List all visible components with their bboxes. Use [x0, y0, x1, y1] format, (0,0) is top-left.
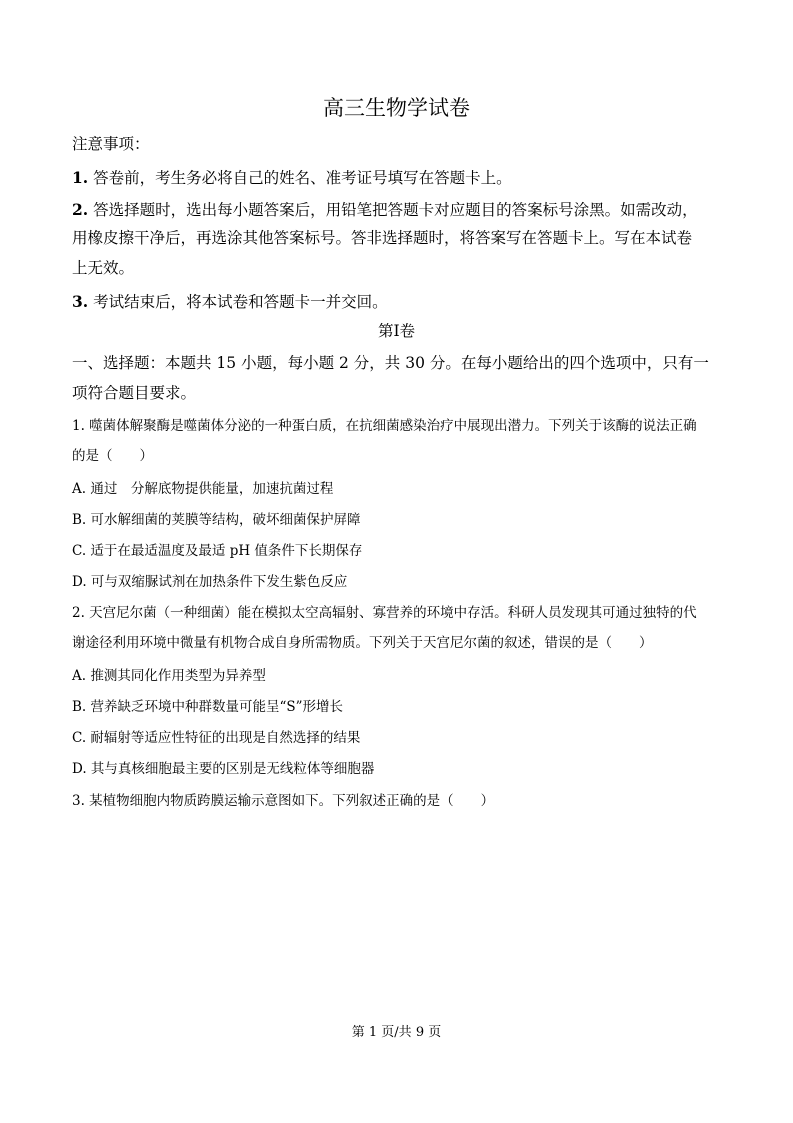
notice-heading: 注意事项：: [72, 135, 150, 153]
question-1-stem: 1. 噬菌体解聚酶是噬菌体分泌的一种蛋白质，在抗细菌感染治疗中展现出潜力。下列关于该酶的说法正确: [72, 418, 697, 434]
section-heading: 一、选择题：本题共 15 小题，每小题 2 分，共 30 分。在每小题给出的四个选项中，只有一: [72, 354, 709, 372]
notice-item-2-line-3: 上无效。: [72, 259, 135, 277]
page-title: 高三生物学试卷: [323, 96, 470, 120]
notice-item-number: 1.: [72, 168, 89, 187]
question-2-stem: 2. 天宫尼尔菌（一种细菌）能在模拟太空高辐射、寡营养的环境中存活。科研人员发现其可通过独特的代: [72, 605, 697, 621]
notice-item-number: 2.: [72, 200, 89, 219]
question-2-option-c: C. 耐辐射等适应性特征的出现是自然选择的结果: [72, 730, 361, 746]
question-1-option-b: B. 可水解细菌的荚膜等结构，破坏细菌保护屏障: [72, 512, 361, 528]
notice-item-text: 答选择题时，选出每小题答案后，用铅笔把答题卡对应题目的答案标号涂黑。如需改动，: [93, 201, 698, 219]
question-1-stem-line-2: 的是（ ）: [72, 448, 153, 464]
page-footer: 第 1 页/共 9 页: [351, 1025, 442, 1040]
notice-item-text: 考试结束后，将本试卷和答题卡一并交回。: [93, 293, 388, 311]
volume-heading: 第I卷: [377, 322, 416, 340]
question-2-option-d: D. 其与真核细胞最主要的区别是无线粒体等细胞器: [72, 761, 375, 777]
question-1-option-d: D. 可与双缩脲试剂在加热条件下发生紫色反应: [72, 574, 348, 590]
question-1-option-a: A. 通过 分解底物提供能量，加速抗菌过程: [72, 481, 334, 497]
question-3-stem: 3. 某植物细胞内物质跨膜运输示意图如下。下列叙述正确的是（ ）: [72, 793, 495, 809]
notice-item-3: [72, 294, 388, 311]
question-2-option-b: B. 营养缺乏环境中种群数量可能呈“S”形增长: [72, 699, 344, 715]
question-1-option-c: C. 适于在最适温度及最适 pH 值条件下长期保存: [72, 543, 363, 559]
notice-item-number: 3.: [72, 292, 89, 311]
notice-item-text: 答卷前，考生务必将自己的姓名、准考证号填写在答题卡上。: [93, 169, 512, 187]
question-2-option-a: A. 推测其同化作用类型为异养型: [72, 668, 266, 684]
notice-item-2-line-2: 用橡皮擦干净后，再选涂其他答案标号。答非选择题时，将答案写在答题卡上。写在本试卷: [72, 229, 693, 247]
section-heading-line-2: 项符合题目要求。: [72, 384, 197, 402]
question-2-stem-line-2: 谢途径利用环境中微量有机物合成自身所需物质。下列关于天宫尼尔菌的叙述，错误的是（ ）: [72, 635, 653, 651]
notice-item-2: [72, 202, 698, 219]
notice-item-1: [72, 170, 512, 187]
